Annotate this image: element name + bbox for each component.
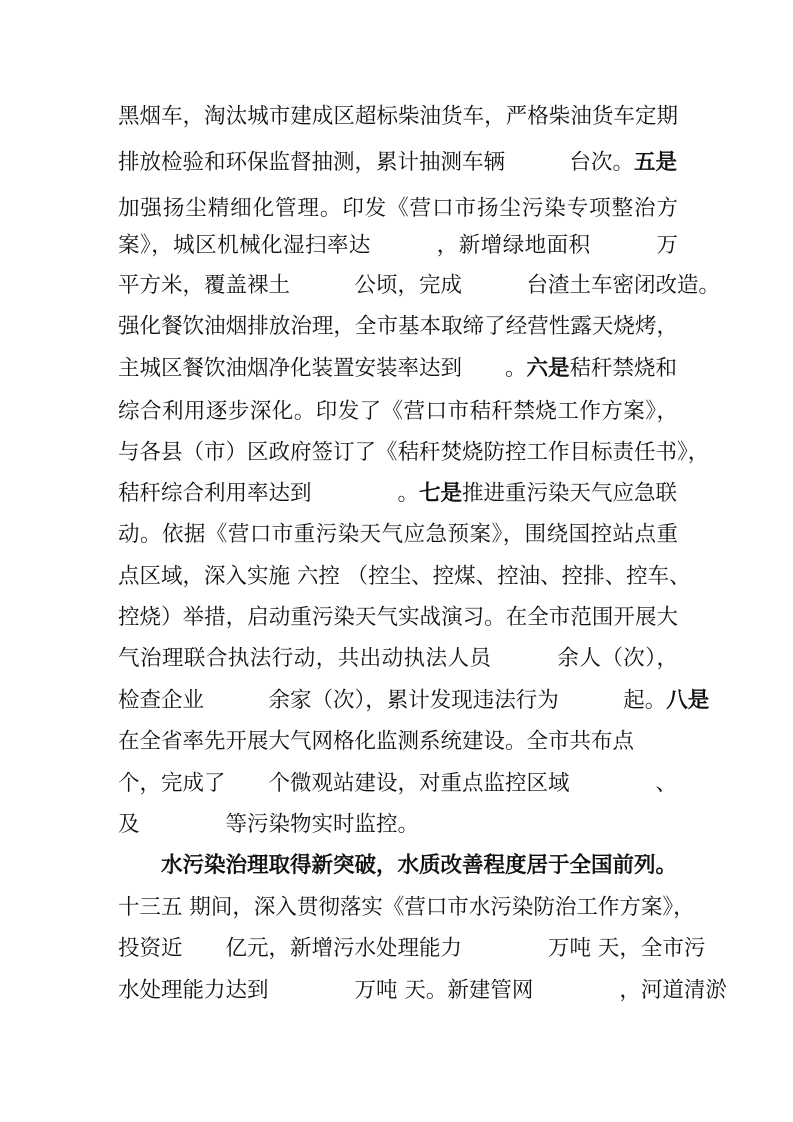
text-line: 强化餐饮油烟排放治理，全市基本取缔了经营性露天烧烤，	[118, 314, 678, 339]
text-line: 气治理联合执法行动，共出动执法人员 余人（次），	[118, 646, 678, 671]
text-line	[118, 684, 710, 718]
text-segment: 检查企业 余家（次），累计发现违法行为 起。	[118, 688, 667, 713]
bold-label-five: 五是	[634, 150, 678, 175]
text-line	[118, 352, 678, 386]
text-line: 动。依据《营口市重污染天气应急预案》，围绕国控站点重	[118, 522, 678, 547]
bold-label-eight: 八是	[666, 688, 710, 713]
text-segment: 推进重污染天气应急联	[462, 481, 678, 506]
text-line: 点区域，深入实施 六控 （控尘、控煤、控油、控排、控车、	[118, 564, 691, 589]
text-line	[118, 477, 678, 511]
text-line: 在全省率先开展大气网格化监测系统建设。全市共布点	[118, 729, 635, 754]
text-segment: 排放检验和环保监督抽测，累计抽测车辆 台次。	[118, 150, 635, 175]
bold-label-seven: 七是	[419, 481, 463, 506]
text-line: 及 等污染物实时监控。	[118, 812, 420, 837]
text-line: 案》，城区机械化湿扫率达 ，新增绿地面积 万	[118, 233, 678, 258]
text-segment: 秸秆综合利用率达到 。	[118, 481, 420, 506]
text-line: 与各县（市）区政府签订了《秸秆焚烧防控工作目标责任书》，	[118, 440, 710, 465]
text-line: 水处理能力达到 万吨 天。新建管网 ，河道清淤	[118, 978, 727, 1003]
text-line: 投资近 亿元，新增污水处理能力 万吨 天，全市污	[118, 936, 706, 961]
text-line: 控烧）举措，启动重污染天气实战演习。在全市范围开展大	[118, 605, 678, 630]
text-segment: 主城区餐饮油烟净化装置安装率达到 。	[118, 356, 527, 381]
text-line: 综合利用逐步深化。印发了《营口市秸秆禁烧工作方案》，	[118, 399, 678, 424]
text-line: 黑烟车，淘汰城市建成区超标柴油货车，严格柴油货车定期	[118, 104, 678, 129]
text-line: 个，完成了 个微观站建设，对重点监控区域 、	[118, 771, 678, 796]
text-line: 十三五 期间，深入贯彻落实《营口市水污染防治工作方案》，	[118, 895, 695, 920]
section-heading: 水污染治理取得新突破，水质改善程度居于全国前列。	[118, 853, 678, 878]
text-line: 平方米，覆盖裸土 公顷，完成 台渣土车密闭改造。	[118, 273, 721, 298]
text-line	[118, 146, 678, 180]
text-segment: 秸秆禁烧和	[569, 356, 678, 381]
text-line: 加强扬尘精细化管理。印发《营口市扬尘污染专项整治方	[118, 196, 678, 221]
bold-label-six: 六是	[526, 356, 570, 381]
